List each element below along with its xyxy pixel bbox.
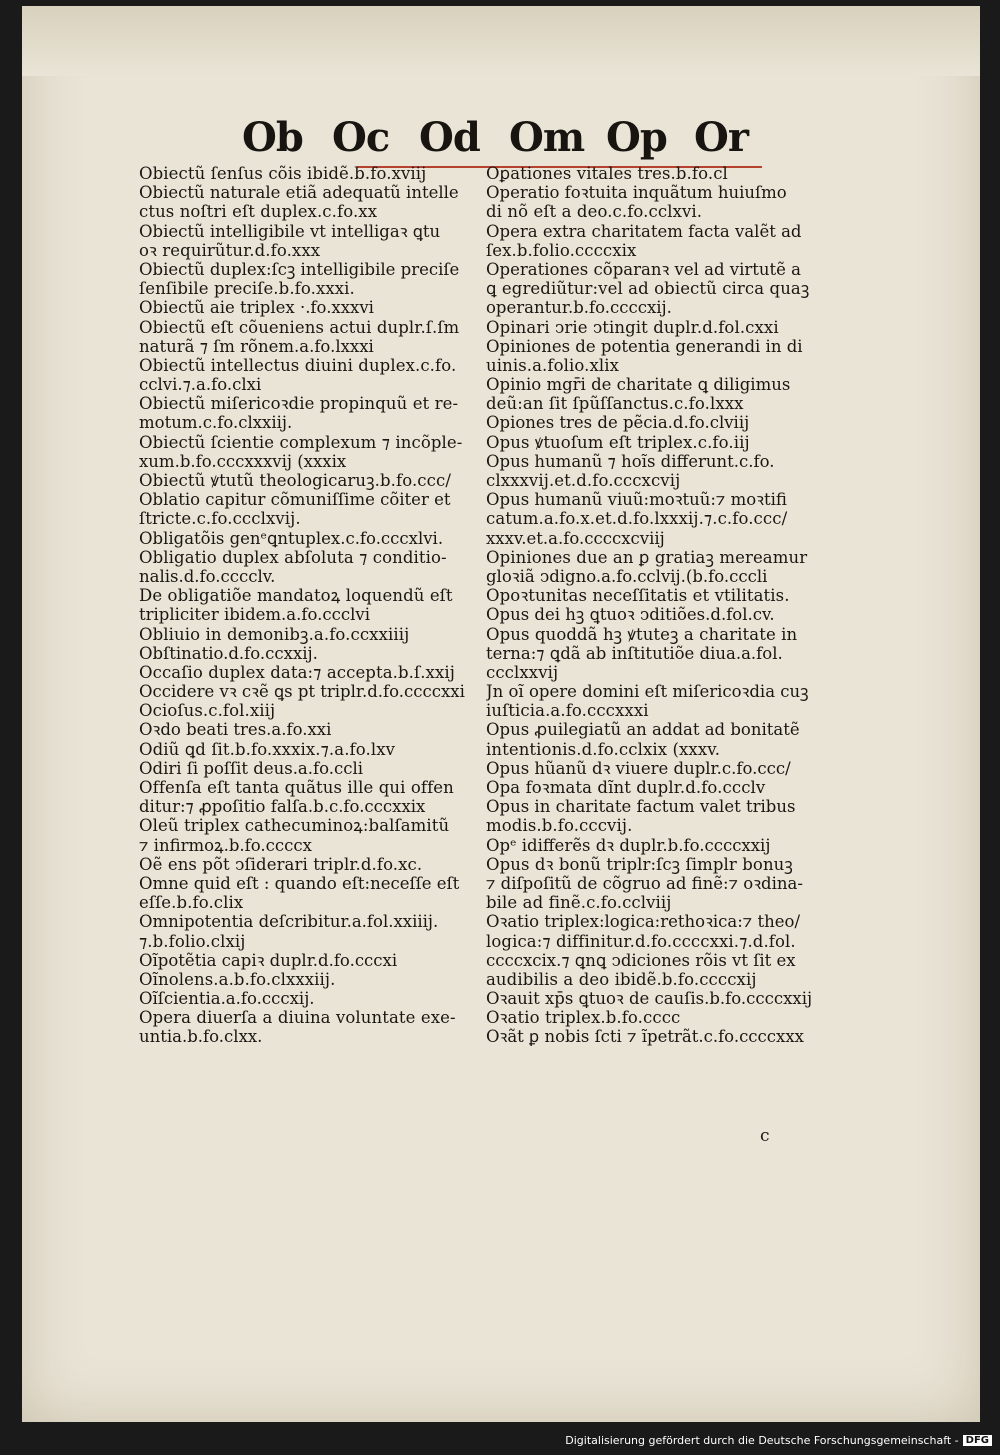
index-line: Oĩnolens.a.b.fo.clxxxiij.: [139, 969, 336, 989]
index-line: Opus humanũ viuũ:moꝛtuũ:⁊ moꝛtifi: [486, 490, 787, 510]
index-line: Obiectũ ꝟtutũ theologicaruꝫ.b.fo.ccc/: [139, 471, 451, 490]
index-line: xxxv.et.a.fo.ccccxcviij: [486, 528, 665, 548]
index-line: ⁊ infirmoꝝ.b.fo.ccccx: [139, 835, 312, 855]
index-line: terna:⁊ ꝗdã ab inſtitutiõe diua.a.fol.: [486, 643, 783, 663]
index-line: gloꝛiã ↄdigno.a.fo.cclvij.(b.fo.cccli: [486, 566, 768, 586]
index-line: Obiectũ ſenſus cõis ibidẽ.b.fo.xviij: [139, 164, 427, 183]
index-line: Oꝛauit xp̄s ꝗtuoꝛ de cauſis.b.fo.ccccxxij: [486, 989, 813, 1009]
index-line: nalis.d.fo.cccclv.: [139, 566, 276, 586]
index-line: Obiectũ intelligibile vt intelligaꝛ ꝗtu: [139, 221, 441, 241]
index-line: Opus ꝟtuoſum eſt triplex.c.fo.iij: [486, 432, 750, 452]
left-column: [139, 164, 474, 1047]
index-line: audibilis a deo ibidẽ.b.fo.ccccxij: [486, 969, 757, 989]
index-line: Opa foꝛmata dĩnt dupl̄r.d.fo.ccclv: [486, 778, 766, 797]
index-line: deũ:an ſit ſpũſſanctus.c.fo.lxxx: [486, 394, 744, 414]
index-line: Opinio mgr̄i de charitate ꝗ diligimus: [486, 375, 791, 395]
digitization-credit: [565, 1434, 992, 1447]
index-line: Oꝑationes vitales tres.b.fo.cl: [486, 164, 728, 183]
index-line: catum.a.fo.x.et.d.fo.lxxxij.⁊.c.fo.ccc/: [486, 509, 788, 529]
index-line: Oꝛatio triplex:logica:rethoꝛica:⁊ theo/: [486, 912, 800, 932]
index-line: Opus dei hꝫ ꝗtuoꝛ ↄditiões.d.fol.cv.: [486, 605, 775, 625]
credit-text: Digitalisierung gefördert durch die Deutsche Forschungsgemeinschaft -: [565, 1434, 959, 1447]
index-line: ccclxxvij: [486, 662, 559, 682]
index-line: Opiniones de potentia generandi in di: [486, 336, 803, 356]
index-line: ditur:⁊ ꝓpoſitio falſa.b.c.fo.cccxxix: [139, 797, 426, 817]
index-line: Jn oĩ opere domini eſt miſericoꝛdia cuꝫ: [486, 682, 809, 702]
index-line: Oĩpotẽtia capiꝛ dupl̄r.d.fo.cccxi: [139, 950, 398, 970]
index-line: ſtricte.c.fo.ccclxvij.: [139, 509, 301, 529]
index-line: Obiectũ eſt cõueniens actui duplr.ſ.ſm: [139, 317, 460, 337]
index-line: intentionis.d.fo.cclxix (xxxv.: [486, 739, 721, 759]
index-line: ꝗ egrediũtur:vel ad obiectũ circa quaꝫ: [486, 279, 810, 299]
index-line: Obligatio duplex abſoluta ⁊ conditio-: [139, 547, 447, 567]
index-line: eſſe.b.fo.clix: [139, 893, 244, 913]
index-line: modis.b.fo.cccvij.: [486, 816, 633, 836]
index-line: clxxxvij.et.d.fo.cccxcvij: [486, 471, 681, 490]
index-line: Opus dꝛ bonũ tripl̄r:ſcꝫ ſimpl̄r bonuꝫ: [486, 854, 793, 874]
index-line: ccccxcix.⁊ ꝗnꝗ ↄdiciones rõis vt ſit ex: [486, 950, 796, 970]
index-line: di nõ eſt a deo.c.fo.cclxvi.: [486, 202, 703, 222]
header-word: Od: [419, 114, 480, 161]
index-line: Omne quid eſt : quando eſt:neceſſe eſt: [139, 873, 460, 893]
index-line: Offenſa eſt tanta quãtus ille qui offen: [139, 778, 454, 797]
index-line: Ocioſus.c.fol.xiij: [139, 701, 276, 721]
index-line: Opera extra charitatem facta valẽt ad: [486, 221, 802, 241]
index-line: ſenſibile preciſe.b.fo.xxxi.: [139, 279, 355, 299]
index-line: Occaſio duplex data:⁊ accepta.b.ſ.xxij: [139, 662, 455, 682]
index-line: Obliuio in demonibꝫ.a.fo.ccxxiiij: [139, 624, 410, 644]
index-line: logica:⁊ diffinitur.d.fo.ccccxxi.⁊.d.fol.: [486, 931, 796, 951]
index-line: untia.b.fo.clxx.: [139, 1027, 263, 1047]
index-line: uinis.a.folio.xlix: [486, 355, 620, 375]
index-line: Obiectũ aie triplex ·.fo.xxxvi: [139, 298, 374, 318]
index-line: Obiectũ naturale etiã adequatũ intelle: [139, 183, 459, 203]
index-line: motum.c.fo.clxxiij.: [139, 413, 293, 433]
index-line: Oꝛãt ꝑ nobis ſcti ⁊ ĩpetrãt.c.fo.ccccxxx: [486, 1027, 804, 1047]
index-line: cclvi.⁊.a.fo.clxi: [139, 375, 262, 395]
index-line: Opiones tres de pẽcia.d.fo.clviij: [486, 413, 750, 433]
header-word: Om: [509, 114, 585, 161]
index-line: Oleũ triplex cathecuminoꝝ:balſamitũ: [139, 816, 450, 836]
index-line: tripliciter ibidem.a.fo.ccclvi: [139, 605, 370, 625]
index-line: Opus in charitate factum valet tribus: [486, 797, 796, 817]
index-line: bile ad finẽ.c.fo.cclviij: [486, 893, 672, 913]
index-line: ⁊.b.folio.clxij: [139, 931, 246, 951]
index-line: Omnipotentia deſcribitur.a.fol.xxiiij.: [139, 912, 439, 932]
header-word: Or: [694, 114, 748, 161]
header-word: Oc: [332, 114, 390, 161]
index-line: Obligatõis genᵉꝗntuplex.c.fo.cccxlvi.: [139, 528, 444, 548]
index-line: Opoꝛtunitas neceſſitatis et vtilitatis.: [486, 586, 790, 606]
index-line: ſex.b.folio.ccccxix: [486, 240, 637, 260]
index-line: Oĩſcientia.a.fo.cccxij.: [139, 989, 315, 1009]
index-line: Opiniones due an ꝑ gratiaꝫ mereamur: [486, 547, 808, 567]
index-line: oꝛ requirũtur.d.fo.xxx: [139, 240, 321, 260]
right-column: [486, 164, 816, 1047]
index-line: Oꝛdo beati tres.a.fo.xxi: [139, 720, 332, 740]
index-line: Obiectũ intellectus diuini duplex.c.fo.: [139, 355, 457, 375]
index-line: Opus quoddã hꝫ ꝟtuteꝫ a charitate in: [486, 624, 798, 644]
index-line: Odiũ ꝗd ſit.b.fo.xxxix.⁊.a.fo.lxv: [139, 739, 396, 759]
book-page: [22, 6, 980, 1422]
index-line: Opus ꝓuilegiatũ an addat ad bonitatẽ: [486, 720, 800, 740]
index-line: Obiectũ miſericoꝛdie propinquũ et re-: [139, 394, 459, 414]
index-line: Obiectũ ſcientie complexum ⁊ incõple-: [139, 432, 463, 452]
index-line: Oblatio capitur cõmuniſſime cõiter et: [139, 490, 451, 510]
index-line: Opera diuerſa a diuina voluntate exe-: [139, 1008, 456, 1028]
index-line: Oẽ ens põt ↄſiderari tripl̄r.d.fo.xc.: [139, 854, 423, 874]
index-line: Opus humanũ ⁊ hoĩs differunt.c.fo.: [486, 451, 775, 471]
index-line: Oꝛatio triplex.b.fo.cccc: [486, 1008, 681, 1028]
header-word: Ob: [242, 114, 303, 161]
dfg-logo: DFG: [963, 1435, 992, 1446]
index-line: Operatio foꝛtuita inquãtum huiuſmo: [486, 183, 787, 203]
header-word: Op: [606, 114, 667, 161]
index-line: Opinari ↄrie ↄtingit dupl̄r.d.fol.cxxi: [486, 317, 779, 337]
signature-mark: c: [760, 1126, 770, 1146]
index-line: operantur.b.fo.ccccxij.: [486, 298, 672, 318]
index-line: Occidere vꝛ cꝛẽ ꝗs pt tripl̄r.d.fo.ccccxxi: [139, 682, 465, 702]
index-line: naturã ⁊ ſm rõnem.a.fo.lxxxi: [139, 336, 374, 356]
index-line: De obligatiõe mandatoꝝ loquendũ eſt: [139, 586, 453, 606]
index-line: Obſtinatio.d.fo.ccxxij.: [139, 643, 318, 663]
index-line: Opᵉ idifferẽs dꝛ dupl̄r.b.fo.ccccxxij: [486, 835, 771, 855]
index-line: iuſticia.a.fo.cccxxxi: [486, 701, 649, 721]
index-line: Obiectũ duplex:ſcꝫ intelligibile preciſe: [139, 259, 460, 279]
running-header: [224, 110, 764, 168]
index-line: Opus hũanũ dꝛ viuere dupl̄r.c.fo.ccc/: [486, 758, 791, 778]
index-line: Operationes cõparanꝛ vel ad virtutẽ a: [486, 259, 801, 279]
index-line: Odiri ſi poſſit deus.a.fo.ccli: [139, 758, 364, 778]
index-line: xum.b.fo.cccxxxvij (xxxix: [139, 451, 347, 471]
index-line: ⁊ diſpoſitũ de cõgruo ad finẽ:⁊ oꝛdina-: [486, 873, 803, 893]
index-line: ctus noſtri eſt duplex.c.fo.xx: [139, 202, 378, 222]
